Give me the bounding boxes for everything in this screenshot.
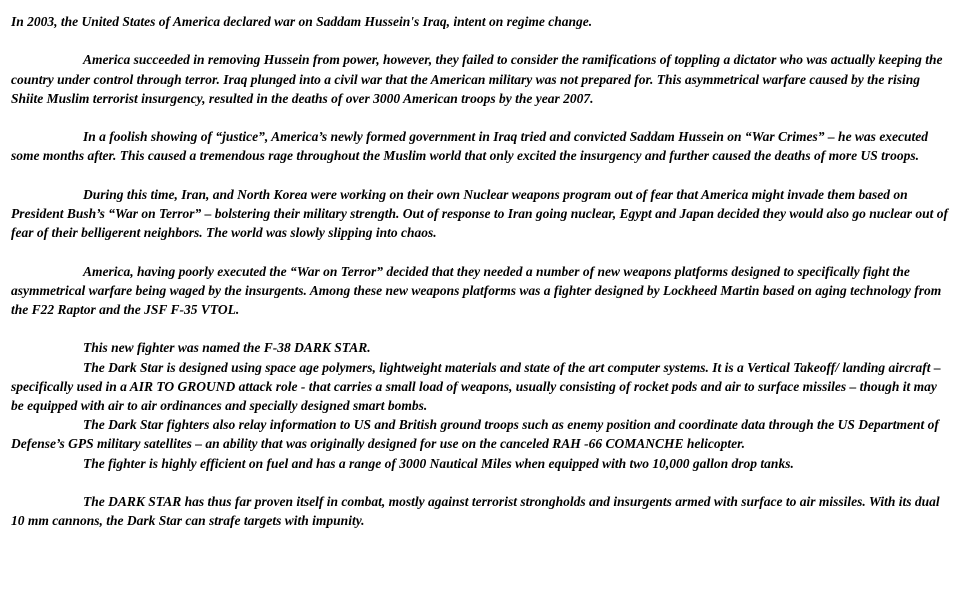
paragraph-nuclear-programs: During this time, Iran, and North Korea were working on their own Nuclear weapons program out of fear that America might invade them based on President Bush’s “War on Terror” – bolstering their military strength. Out of response to Iran going nuclear, Egypt and Japan decided they would also go nuclear out of fear of their belligerent neighbors. The world was slowly slipping into chaos. [11,186,948,241]
paragraph-relay-information: The Dark Star fighters also relay information to US and British ground troops such as enemy position and coordinate data through the US Department of Defense’s GPS military satellites – an ability that was originally designed for use on the canceled RAH -66 COMANCHE helicopter. [11,417,939,452]
paragraph-removal-of-hussein: America succeeded in removing Hussein from power, however, they failed to consider the ramifications of toppling a dictator who was actually keeping the country under control through terror. Iraq plunged into a civil war that the American military was not prepared for. This asymmetrical warfare caused by the rising Shiite Muslim terrorist insurgency, resulted in the deaths of over 3000 American troops by the year 2007. [11,52,943,106]
paragraph-gap [11,108,948,127]
paragraph-gap [11,31,948,50]
paragraph-gap [11,166,948,185]
paragraph-intro: In 2003, the United States of America declared war on Saddam Hussein's Iraq, intent on regime change. [11,14,593,29]
paragraph-new-weapons: America, having poorly executed the “War on Terror” decided that they needed a number of new weapons platforms designed to specifically fight the asymmetrical warfare being waged by the insurgents. Among these new weapons platforms was a fighter designed by Lockheed Martin based on aging technology from the F22 Raptor and the JSF F-35 VTOL. [11,263,942,317]
paragraph-execution: In a foolish showing of “justice”, America’s newly formed government in Iraq tried and convicted Saddam Hussein on “War Crimes” – he was executed some months after. This caused a tremendous rage throughout the Muslim world that only excited the insurgency and further caused the deaths of more US troops. [11,129,929,164]
paragraph-combat-record: The DARK STAR has thus far proven itself in combat, mostly against terrorist strongholds and insurgents armed with surface to air missiles. With its dual 10 mm cannons, the Dark Star can strafe targets with impunity. [11,493,940,529]
paragraph-gap [11,242,948,261]
paragraph-gap [11,473,948,492]
paragraph-fuel-range: The fighter is highly efficient on fuel and has a range of 3000 Nautical Miles when equipped with two 10,000 gallon drop tanks. [83,455,794,471]
paragraph-fighter-name: This new fighter was named the F-38 DARK STAR. [83,340,371,356]
paragraph-dark-star-design: The Dark Star is designed using space age polymers, lightweight materials and state of the art computer systems. It is a Vertical Takeoff/ landing aircraft – specifically used in a AIR TO GROUND attack role - that carries a small load of weapons, usually consisting of rocket pods and air to surface missiles – though it may be equipped with air to air ordinances and specially designed smart bombs. [11,359,941,413]
paragraph-gap [11,319,948,338]
